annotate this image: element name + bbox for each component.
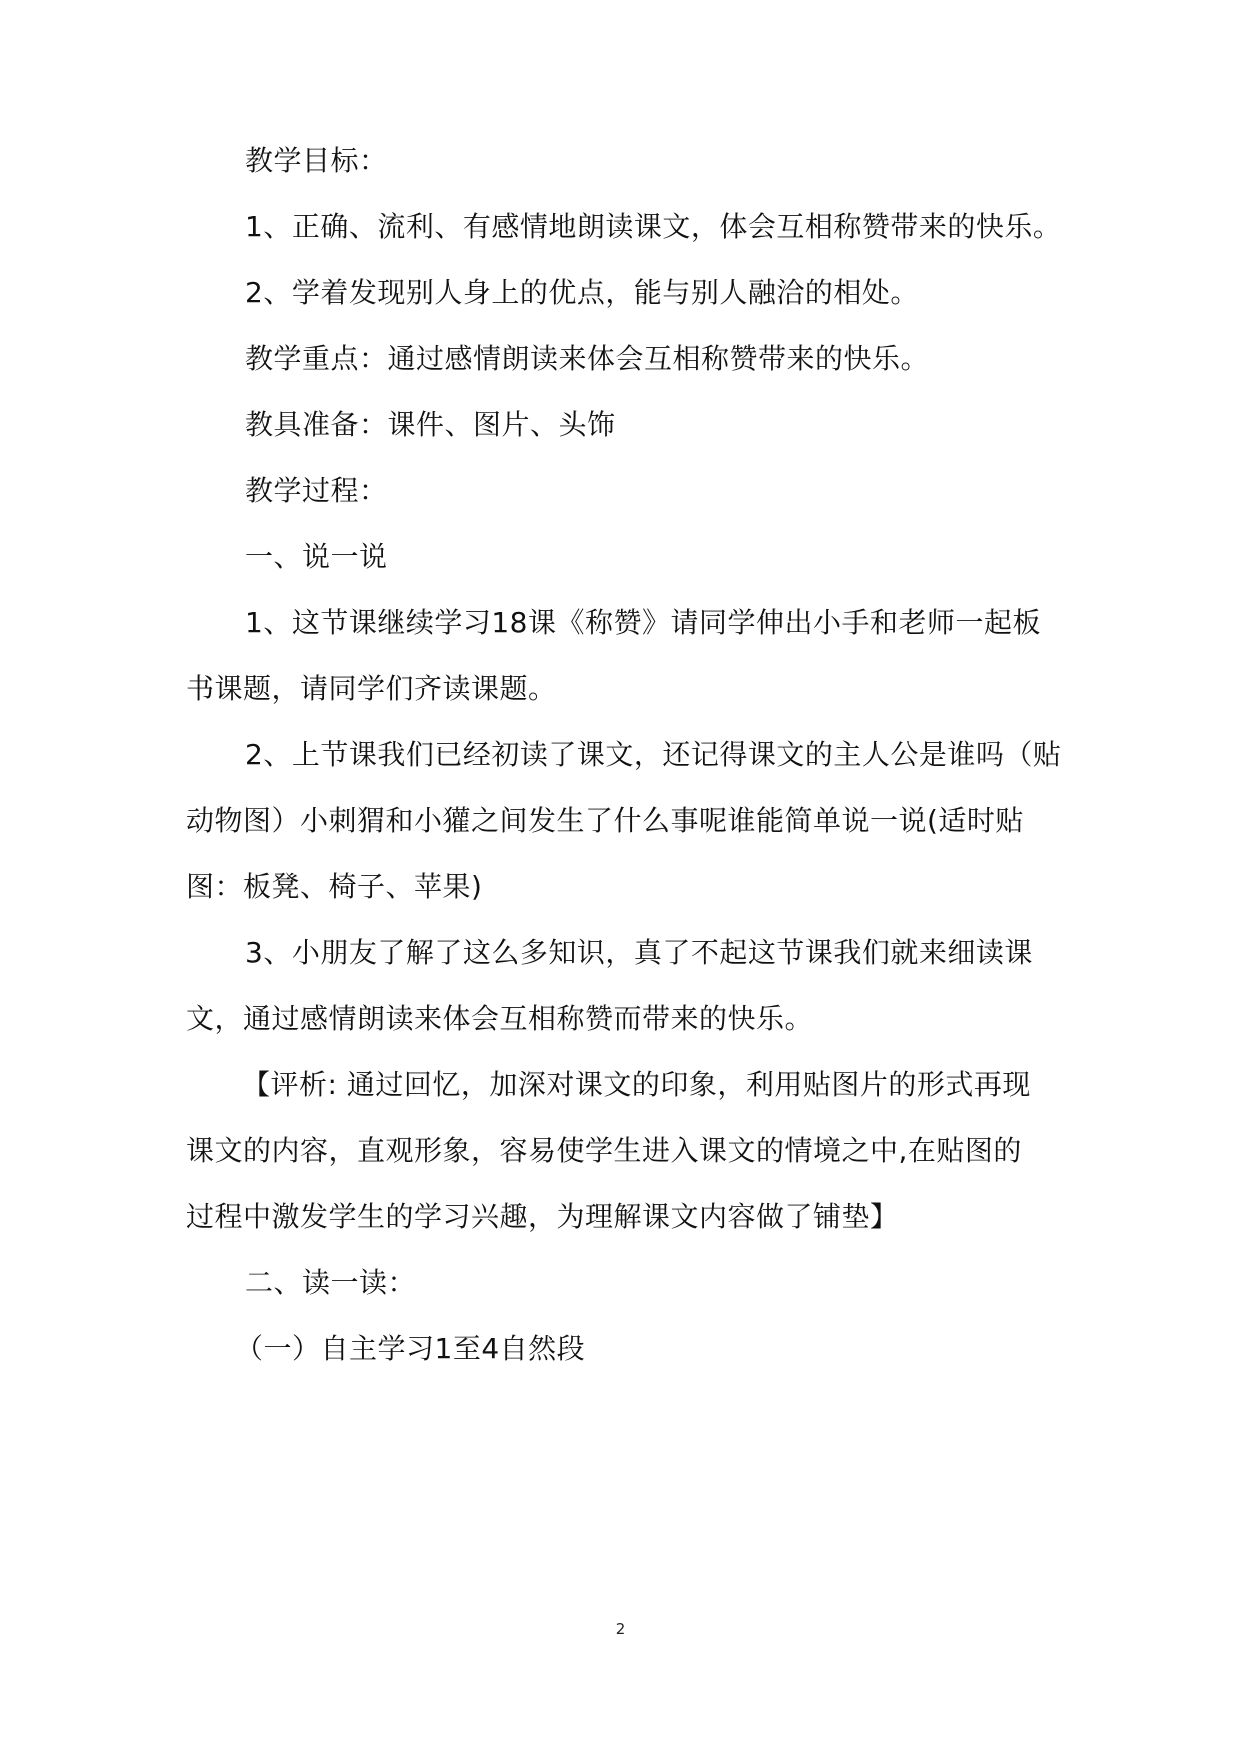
- section-two-title: 二、读一读：: [245, 1266, 417, 1299]
- paragraph-line: 书课题，请同学们齐读课题。: [186, 672, 557, 705]
- goal-item-1: 1、正确、流利、有感情地朗读课文，体会互相称赞带来的快乐。: [245, 210, 1062, 243]
- commentary-line: 过程中激发学生的学习兴趣，为理解课文内容做了铺垫】: [186, 1200, 899, 1233]
- commentary-line: 课文的内容，直观形象，容易使学生进入课文的情境之中,在贴图的: [186, 1134, 1022, 1167]
- page-number: 2: [615, 1620, 626, 1638]
- commentary-line: 【评析: 通过回忆，加深对课文的印象，利用贴图片的形式再现: [242, 1068, 1031, 1101]
- heading-teaching-process: 教学过程：: [245, 474, 388, 507]
- teaching-aids: 教具准备：课件、图片、头饰: [245, 408, 616, 441]
- paragraph-line: 1、这节课继续学习18课《称赞》请同学伸出小手和老师一起板: [245, 606, 1041, 639]
- paragraph-line: 文，通过感情朗读来体会互相称赞而带来的快乐。: [186, 1002, 814, 1035]
- goal-item-2: 2、学着发现别人身上的优点，能与别人融洽的相处。: [245, 276, 919, 309]
- paragraph-line: 2、上节课我们已经初读了课文，还记得课文的主人公是谁吗（贴: [245, 738, 1062, 771]
- paragraph-line: 3、小朋友了解了这么多知识，真了不起这节课我们就来细读课: [245, 936, 1033, 969]
- teaching-focus: 教学重点：通过感情朗读来体会互相称赞带来的快乐。: [245, 342, 930, 375]
- heading-teaching-goals: 教学目标：: [245, 144, 388, 177]
- paragraph-line: 图：板凳、椅子、苹果): [186, 870, 483, 903]
- subsection-title: （一）自主学习1至4自然段: [235, 1332, 586, 1365]
- paragraph-line: 动物图）小刺猬和小獾之间发生了什么事呢谁能简单说一说(适时贴: [186, 804, 1024, 837]
- section-one-title: 一、说一说: [245, 540, 388, 573]
